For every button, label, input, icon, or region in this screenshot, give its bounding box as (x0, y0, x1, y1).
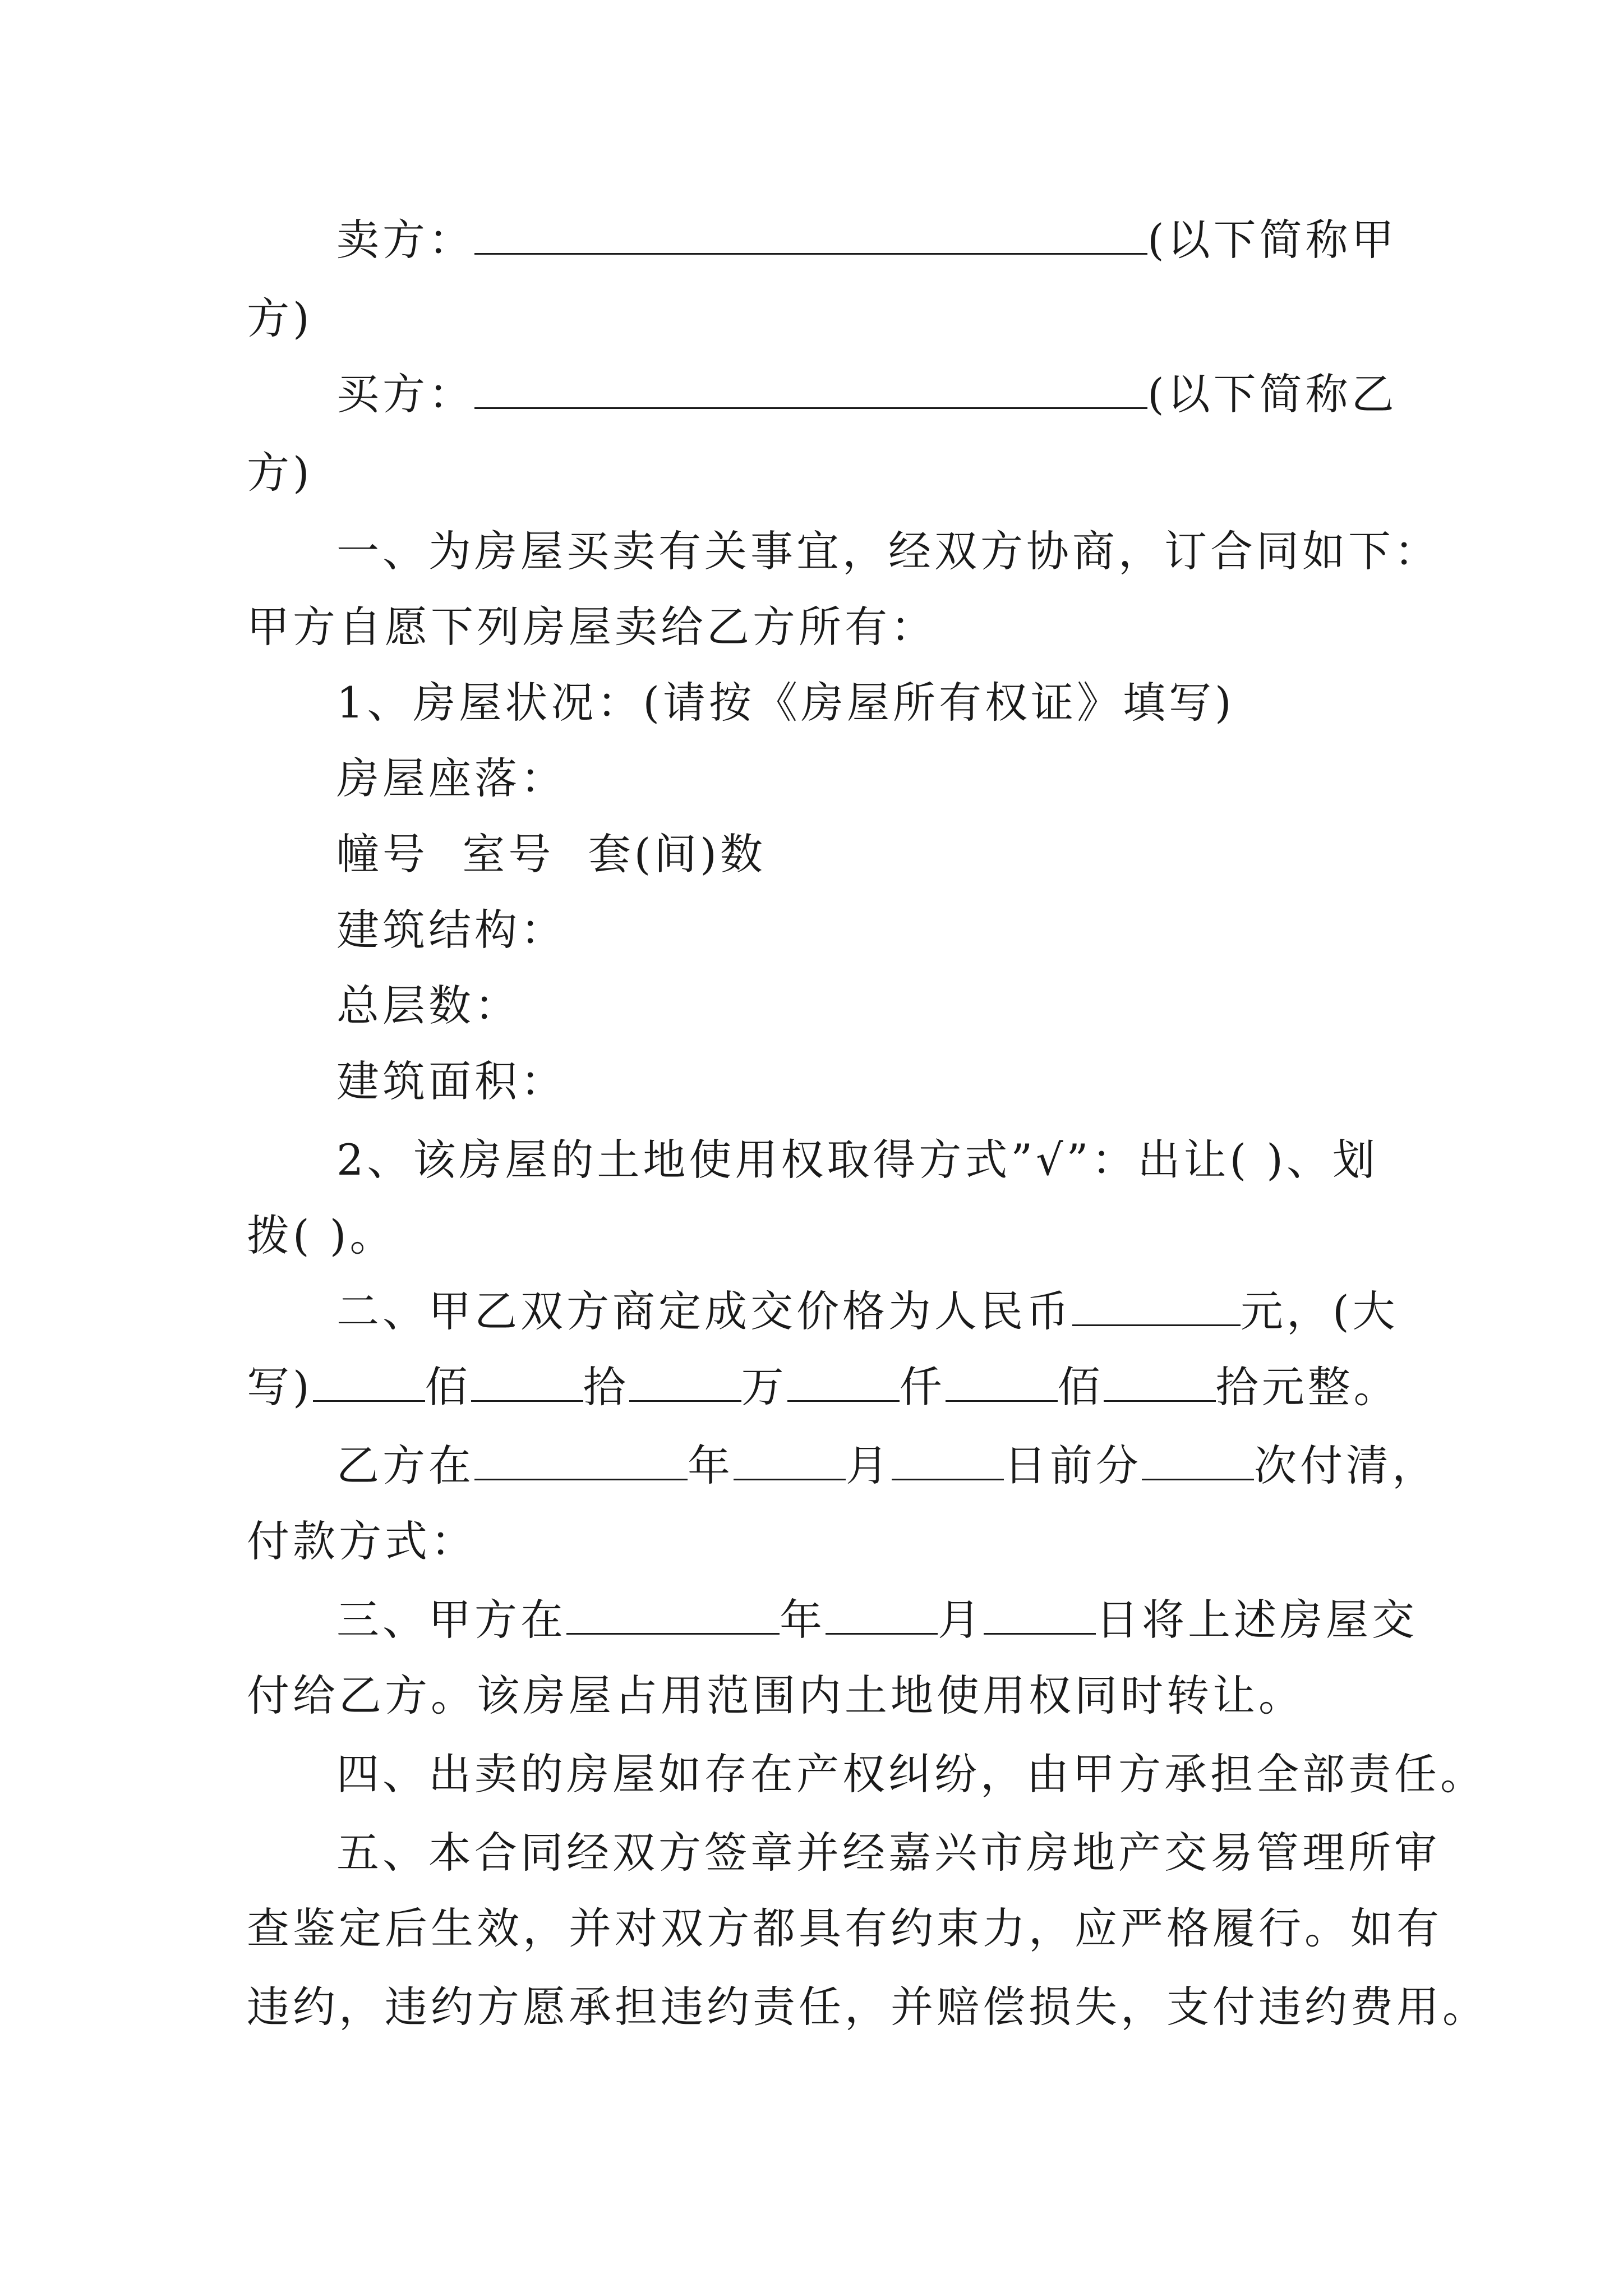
clause3-month: 月 (938, 1595, 984, 1645)
capital-start: 写) (247, 1362, 313, 1412)
seller-label: 卖方： (336, 215, 474, 265)
pay-year-blank[interactable] (474, 1444, 688, 1480)
pay-year: 年 (688, 1441, 734, 1490)
capital-unit-5: 佰 (1057, 1362, 1104, 1412)
house-units: 幢号 室号 套(间)数 (336, 829, 766, 879)
capital-blank-3[interactable] (629, 1365, 741, 1402)
delivery-month-blank[interactable] (826, 1598, 938, 1635)
clause2-price-prefix: 二、甲乙双方商定成交价格为人民币 (336, 1286, 1072, 1336)
buyer-name-blank[interactable] (474, 372, 1147, 409)
clause1-item1: 1、房屋状况：(请按《房屋所有权证》填写) (336, 678, 1235, 728)
house-floors: 总层数： (336, 981, 520, 1030)
price-amount-blank[interactable] (1072, 1290, 1241, 1326)
capital-end: 拾元整。 (1215, 1362, 1400, 1412)
capital-blank-1[interactable] (313, 1365, 425, 1402)
capital-blank-6[interactable] (1104, 1365, 1216, 1402)
clause1-item2-cont: 拨( )。 (247, 1211, 396, 1260)
clause2-price-line (336, 1285, 1399, 1338)
pay-month-blank[interactable] (734, 1444, 846, 1480)
house-area: 建筑面积： (336, 1056, 566, 1106)
pay-end: 次付清， (1254, 1441, 1438, 1490)
capital-unit-2: 拾 (583, 1362, 629, 1412)
clause2-price-suffix: 元，(大 (1241, 1286, 1399, 1336)
clause5-line2: 查鉴定后生效，并对双方都具有约束力，应严格履行。如有 (247, 1903, 1442, 1953)
buyer-line (336, 367, 1398, 421)
clause1-intro: 一、为房屋买卖有关事宜，经双方协商，订合同如下： (336, 526, 1440, 576)
clause3-line (336, 1593, 1418, 1647)
pay-month: 月 (846, 1441, 892, 1490)
clause5-line3: 违约，违约方愿承担违约责任，并赔偿损失，支付违约费用。 (247, 1982, 1488, 2032)
capital-unit-1: 佰 (425, 1362, 471, 1412)
pay-day: 日前分 (1004, 1441, 1142, 1490)
clause3-line2: 付给乙方。该房屋占用范围内土地使用权同时转让。 (247, 1671, 1304, 1720)
clause5-line1: 五、本合同经双方签章并经嘉兴市房地产交易管理所审 (336, 1828, 1440, 1878)
delivery-year-blank[interactable] (566, 1598, 780, 1635)
seller-suffix-cont: 方) (247, 293, 313, 343)
clause3-end: 日将上述房屋交 (1096, 1595, 1418, 1645)
pay-day-blank[interactable] (892, 1444, 1004, 1480)
capital-blank-5[interactable] (946, 1365, 1058, 1402)
seller-line (336, 213, 1398, 267)
clause1-item2: 2、该房屋的土地使用权取得方式”√”：出让( )、划 (336, 1135, 1378, 1185)
clause2-payment-line (336, 1439, 1438, 1493)
house-location: 房屋座落： (336, 753, 566, 803)
capital-unit-3: 万 (741, 1362, 787, 1412)
buyer-suffix-cont: 方) (247, 448, 313, 498)
seller-suffix: (以下简称甲 (1147, 215, 1398, 265)
delivery-day-blank[interactable] (984, 1598, 1096, 1635)
capital-blank-4[interactable] (787, 1365, 900, 1402)
clause1-intro2: 甲方自愿下列房屋卖给乙方所有： (247, 602, 937, 652)
clause4-text: 四、出卖的房屋如存在产权纠纷，由甲方承担全部责任。 (336, 1749, 1486, 1799)
clause3-year: 年 (780, 1595, 826, 1645)
clause3-start: 三、甲方在 (336, 1595, 566, 1645)
pay-method: 付款方式： (247, 1516, 477, 1566)
house-structure: 建筑结构： (336, 905, 566, 955)
buyer-label: 买方： (336, 369, 474, 419)
buyer-suffix: (以下简称乙 (1147, 369, 1398, 419)
capital-unit-4: 仟 (899, 1362, 946, 1412)
seller-line-cont (247, 292, 313, 346)
seller-name-blank[interactable] (474, 218, 1147, 255)
clause2-capital-line (247, 1360, 1400, 1414)
pay-times-blank[interactable] (1142, 1444, 1254, 1480)
capital-blank-2[interactable] (471, 1365, 583, 1402)
pay-start: 乙方在 (336, 1441, 474, 1490)
buyer-line-cont (247, 446, 313, 500)
